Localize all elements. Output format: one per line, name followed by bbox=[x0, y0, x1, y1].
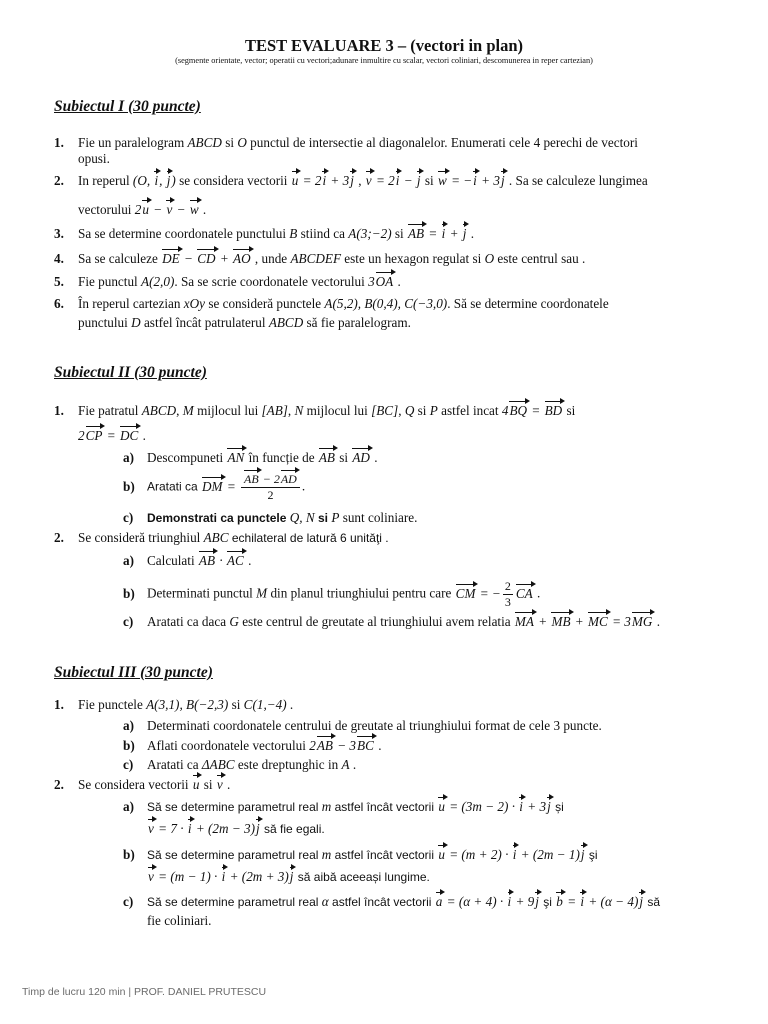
s1-problem-3: Sa se determine coordonatele punctului B stiind ca A(3;−2) si AB = i + j . bbox=[78, 226, 475, 241]
s3-1a: a) Determinati coordonatele centrului de greutate al triunghiului format de cele 3 puncte. bbox=[123, 718, 602, 733]
page-footer: Timp de lucru 120 min | PROF. DANIEL PRUTESCU bbox=[22, 986, 267, 998]
s3-2b-cont: v = (m − 1) · i + (2m + 3)j să aibă aceeași lungime. bbox=[148, 869, 430, 884]
s3-1c: c) Aratati ca ΔABC este dreptunghic in A . bbox=[123, 757, 357, 772]
s3-1b: b) Aflati coordonatele vectorului 2AB − 3BC . bbox=[123, 738, 382, 753]
section-heading-1: Subiectul I (30 puncte) bbox=[54, 98, 201, 115]
s3-2a-cont: v = 7 · i + (2m − 3)j să fie egali. bbox=[148, 821, 325, 836]
item-number: 4. bbox=[54, 251, 64, 266]
page-subtitle: (segmente orientate, vector; operatii cu vectori;adunare inmultire cu scalar, vectori coliniari, descomunerea in reper cartezian) bbox=[175, 56, 593, 65]
s3-problem-2: Se considera vectorii u si v . bbox=[78, 777, 231, 792]
item-number: 2. bbox=[54, 530, 64, 545]
item-number: 5. bbox=[54, 274, 64, 289]
section-heading-3: Subiectul III (30 puncte) bbox=[54, 664, 213, 681]
s1-problem-2-cont: vectorului 2u − v − w . bbox=[78, 202, 207, 217]
s2-problem-1: Fie patratul ABCD, M mijlocul lui [AB], N mijlocul lui [BC], Q si P astfel incat 4BQ = BD si bbox=[78, 403, 576, 418]
s1-problem-1: Fie un paralelogram ABCD si O punctul de intersectie al diagonalelor. Enumerati cele 4 perechi de vectori bbox=[78, 135, 638, 150]
item-number: 1. bbox=[54, 403, 64, 418]
s3-problem-1: Fie punctele A(3,1), B(−2,3) si C(1,−4) . bbox=[78, 697, 294, 712]
item-number: 1. bbox=[54, 135, 64, 150]
s2-2c: c) Aratati ca daca G este centrul de greutate al triunghiului avem relatia MA + MB + MC = 3MG . bbox=[123, 614, 660, 629]
s3-2c-cont: fie coliniari. bbox=[147, 913, 212, 928]
s2-1a: a) Descompuneti AN în funcție de AB si AD . bbox=[123, 450, 378, 465]
s1-problem-4: Sa se calculeze DE − CD + AO , unde ABCDEF este un hexagon regulat si O este centrul sau . bbox=[78, 251, 586, 266]
item-number: 1. bbox=[54, 697, 64, 712]
s2-2a: a) Calculati AB · AC . bbox=[123, 553, 252, 568]
s2-1b: b) Aratati ca DM = $\frac{AB - 2AD}{2}$ . bbox=[123, 472, 306, 502]
s2-1c: c) Demonstrati ca punctele Q, N si P sunt coliniare. bbox=[123, 510, 418, 525]
item-number: 2. bbox=[54, 173, 64, 188]
s3-2a: a) Să se determine parametrul real m astfel încât vectorii u = (3m − 2) · i + 3j și bbox=[123, 799, 564, 814]
s1-problem-6-cont: punctului D astfel încât patrulaterul ABCD să fie paralelogram. bbox=[78, 315, 411, 330]
s1-problem-5: Fie punctul A(2,0). Sa se scrie coordonatele vectorului 3OA . bbox=[78, 274, 401, 289]
s3-2b: b) Să se determine parametrul real m astfel încât vectorii u = (m + 2) · i + (2m − 1)j şi bbox=[123, 847, 598, 862]
s2-problem-2: Se consideră triunghiul ABC echilateral de latură 6 unităţi . bbox=[78, 530, 389, 545]
item-number: 2. bbox=[54, 777, 64, 792]
s1-problem-2: In reperul (O, i, j) se considera vectorii u = 2i + 3j , v = 2i − j si w = −i + 3j . Sa se calculeze lungimea bbox=[78, 173, 648, 188]
s3-2c: c) Să se determine parametrul real α astfel încât vectorii a = (α + 4) · i + 9j şi b = i + (α − 4)j să bbox=[123, 894, 661, 909]
s2-problem-1-cont: 2CP = DC . bbox=[78, 428, 146, 443]
s1-problem-6: În reperul cartezian xOy se consideră punctele A(5,2), B(0,4), C(−3,0). Să se determine coordonatele bbox=[78, 296, 609, 311]
section-heading-2: Subiectul II (30 puncte) bbox=[54, 364, 207, 381]
page-title: TEST EVALUARE 3 – (vectori in plan) bbox=[244, 36, 524, 55]
s2-2b: b) Determinati punctul M din planul triunghiului pentru care CM = − $\frac{2}{3}$ CA . bbox=[123, 579, 541, 609]
item-number: 6. bbox=[54, 296, 64, 311]
item-number: 3. bbox=[54, 226, 64, 241]
s1-problem-1-cont: opusi. bbox=[78, 151, 110, 166]
